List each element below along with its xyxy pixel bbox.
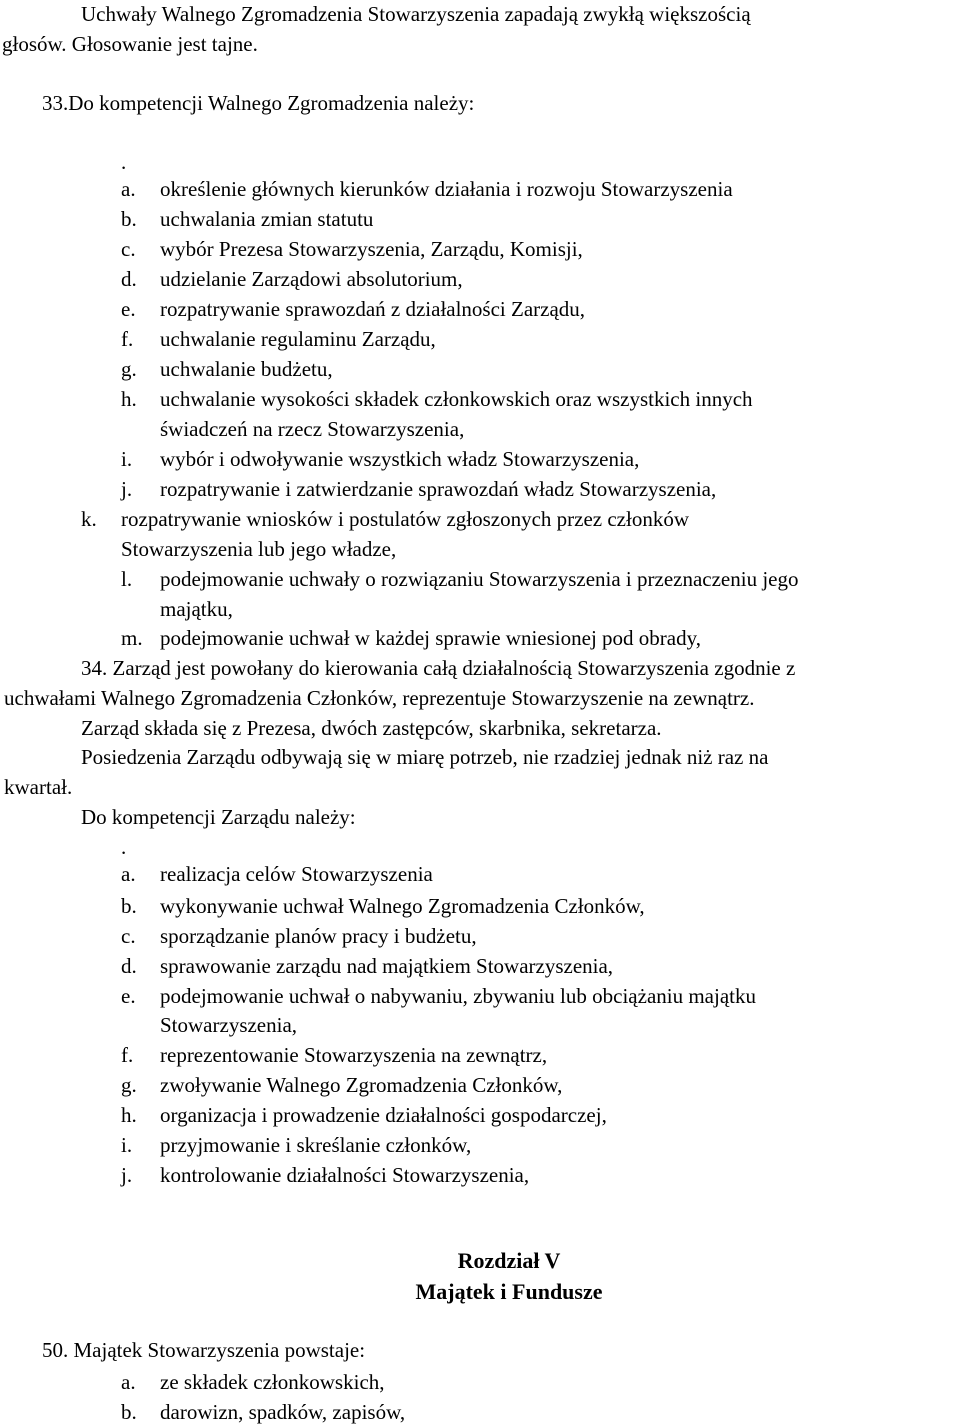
list-item-text: wybór i odwoływanie wszystkich władz Stowarzyszenia,: [160, 447, 640, 471]
section-34-line-4: Posiedzenia Zarządu odbywają się w miarę potrzeb, nie rzadziej jednak niż raz na: [81, 745, 769, 769]
list-item-text: przyjmowanie i skreślanie członków,: [160, 1133, 472, 1157]
section-34-line-3: Zarząd składa się z Prezesa, dwóch zastępców, skarbnika, sekretarza.: [81, 716, 662, 740]
list-item-marker: h.: [121, 387, 137, 411]
list-item-marker: a.: [121, 862, 136, 886]
list-item-text: sporządzanie planów pracy i budżetu,: [160, 924, 477, 948]
list-item-marker: c.: [121, 237, 136, 261]
list-item-marker: a.: [121, 1370, 136, 1394]
list-item-text: reprezentowanie Stowarzyszenia na zewnątrz,: [160, 1043, 548, 1067]
list-item-marker: f.: [121, 327, 134, 351]
section-34-line-1: 34. Zarząd jest powołany do kierowania całą działalnością Stowarzyszenia zgodnie z: [81, 656, 796, 680]
list-item-marker: j.: [121, 1163, 133, 1187]
list-item-text: uchwalanie wysokości składek członkowskich oraz wszystkich innych: [160, 387, 753, 411]
list-item-marker: f.: [121, 1043, 134, 1067]
list-item-marker: c.: [121, 924, 136, 948]
list-item-marker: j.: [121, 477, 133, 501]
list-item-text: uchwalanie regulaminu Zarządu,: [160, 327, 436, 351]
list-item-text: realizacja celów Stowarzyszenia: [160, 862, 433, 886]
list-item-marker: a.: [121, 177, 136, 201]
list-item-marker: g.: [121, 357, 137, 381]
list-item-text: podejmowanie uchwał o nabywaniu, zbywaniu lub obciążaniu majątku: [160, 984, 756, 1008]
section-34-competence-heading: Do kompetencji Zarządu należy:: [81, 805, 356, 829]
list-item-text-continued: świadczeń na rzecz Stowarzyszenia,: [160, 417, 465, 441]
list-item-marker: i.: [121, 1133, 133, 1157]
list-item-text: zwoływanie Walnego Zgromadzenia Członków,: [160, 1073, 563, 1097]
list-item-text: kontrolowanie działalności Stowarzyszenia,: [160, 1163, 530, 1187]
list-item-text-continued: Stowarzyszenia,: [160, 1013, 298, 1037]
section-34-line-5: kwartał.: [4, 775, 73, 799]
list-item-text: uchwalanie budżetu,: [160, 357, 333, 381]
list-item-text: darowizn, spadków, zapisów,: [160, 1400, 406, 1424]
list-item-text: organizacja i prowadzenie działalności gospodarczej,: [160, 1103, 607, 1127]
list-item-marker: d.: [121, 267, 137, 291]
list-item-text: wybór Prezesa Stowarzyszenia, Zarządu, Komisji,: [160, 237, 583, 261]
list-item-marker: b.: [121, 1400, 137, 1424]
list-item-text: rozpatrywanie i zatwierdzanie sprawozdań władz Stowarzyszenia,: [160, 477, 717, 501]
list-item-marker: e.: [121, 297, 136, 321]
section-34-line-2: uchwałami Walnego Zgromadzenia Członków, reprezentuje Stowarzyszenie na zewnątrz.: [4, 686, 755, 710]
list-item-text-continued: majątku,: [160, 597, 233, 621]
list-item-text: podejmowanie uchwały o rozwiązaniu Stowarzyszenia i przeznaczeniu jego: [160, 567, 799, 591]
list-item-marker: m.: [121, 626, 143, 650]
list-item-marker: k.: [81, 507, 97, 531]
list-item-text: uchwalania zmian statutu: [160, 207, 374, 231]
list-item-text: sprawowanie zarządu nad majątkiem Stowarzyszenia,: [160, 954, 614, 978]
list-item-marker: b.: [121, 207, 137, 231]
list-item-text: udzielanie Zarządowi absolutorium,: [160, 267, 463, 291]
list-item-text: wykonywanie uchwał Walnego Zgromadzenia Członków,: [160, 894, 645, 918]
list-item-text: podejmowanie uchwał w każdej sprawie wniesionej pod obrady,: [160, 626, 701, 650]
chapter-title: Rozdział V: [457, 1248, 561, 1273]
list-item-text-continued: Stowarzyszenia lub jego władze,: [121, 537, 397, 561]
section-34-dot: .: [121, 835, 127, 859]
intro-line-2: głosów. Głosowanie jest tajne.: [2, 32, 258, 56]
list-item-text: rozpatrywanie sprawozdań z działalności Zarządu,: [160, 297, 586, 321]
list-item-marker: g.: [121, 1073, 137, 1097]
list-item-marker: d.: [121, 954, 137, 978]
list-item-text: rozpatrywanie wniosków i postulatów zgłoszonych przez członków: [121, 507, 690, 531]
list-item-text: ze składek członkowskich,: [160, 1370, 385, 1394]
intro-line-1: Uchwały Walnego Zgromadzenia Stowarzyszenia zapadają zwykłą większością: [81, 2, 751, 26]
list-item-text: określenie głównych kierunków działania i rozwoju Stowarzyszenia: [160, 177, 733, 201]
chapter-subtitle: Majątek i Fundusze: [415, 1279, 603, 1304]
section-33-dot: .: [121, 150, 127, 174]
list-item-marker: l.: [121, 567, 133, 591]
section-33-heading: 33.Do kompetencji Walnego Zgromadzenia należy:: [42, 91, 475, 115]
list-item-marker: e.: [121, 984, 136, 1008]
section-50-heading: 50. Majątek Stowarzyszenia powstaje:: [42, 1338, 366, 1362]
list-item-marker: b.: [121, 894, 137, 918]
list-item-marker: h.: [121, 1103, 137, 1127]
list-item-marker: i.: [121, 447, 133, 471]
